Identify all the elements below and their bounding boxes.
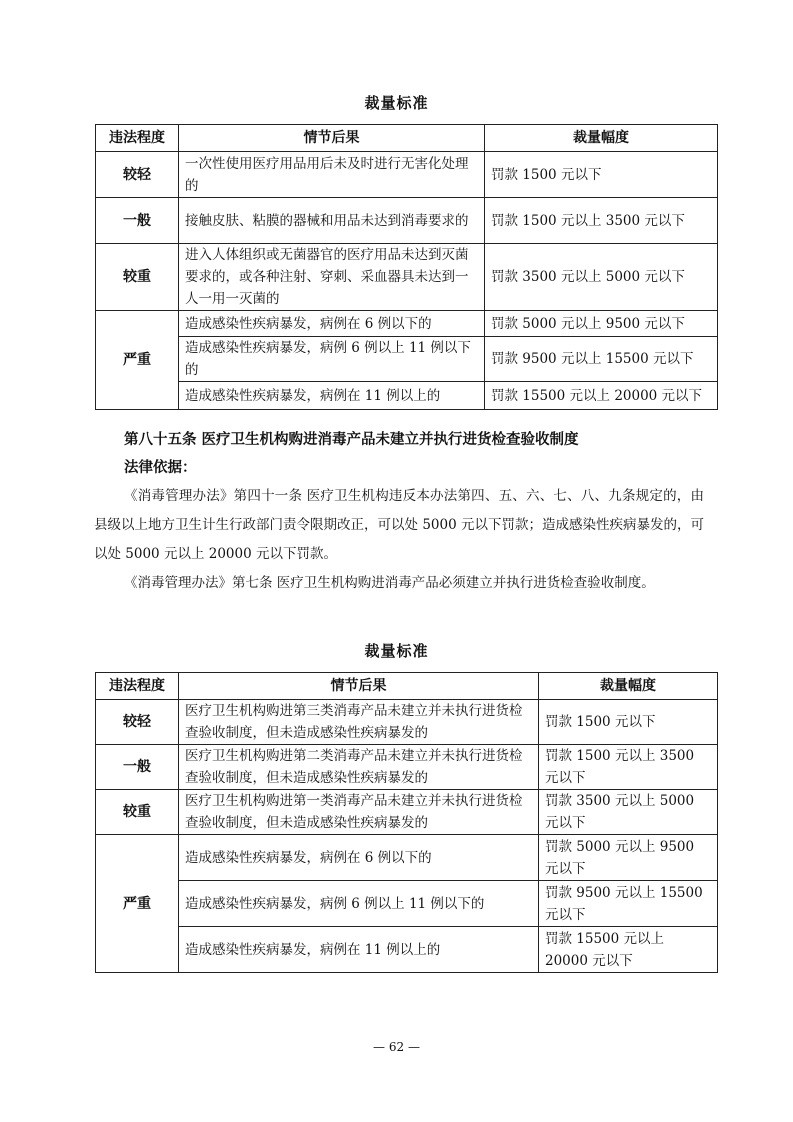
header-level: 违法程度 <box>96 673 179 700</box>
level-cell: 一般 <box>96 745 179 790</box>
table2 <box>95 672 718 973</box>
amount-cell: 罚款 1500 元以上 3500 元以下 <box>539 745 718 790</box>
amount-cell: 罚款 1500 元以下 <box>539 700 718 745</box>
level-cell: 较轻 <box>96 700 179 745</box>
consequence-cell: 造成感染性疾病暴发，病例 6 例以上 11 例以下的 <box>179 337 485 382</box>
table1-header-row <box>96 125 718 152</box>
header-level: 违法程度 <box>96 125 179 152</box>
amount-cell: 罚款 9500 元以上 15500 元以下 <box>539 881 718 927</box>
consequence-cell: 造成感染性疾病暴发，病例在 11 例以上的 <box>179 927 539 973</box>
table-row <box>96 835 718 881</box>
amount-cell: 罚款 5000 元以上 9500 元以下 <box>485 311 718 337</box>
legal-basis-paragraph-1: 《消毒管理办法》第四十一条 医疗卫生机构违反本办法第四、五、六、七、八、九条规定的，由县级以上地方卫生计生行政部门责令限期改正，可以处 5000 元以下罚款；造成感染性疾病暴发的，可以处 5000 元以上 20000 元以下罚款。 <box>94 488 704 562</box>
table-row <box>96 382 718 410</box>
consequence-cell: 医疗卫生机构购进第三类消毒产品未建立并未执行进货检查验收制度，但未造成感染性疾病暴发的 <box>179 700 539 745</box>
level-cell: 严重 <box>96 835 179 973</box>
table-row <box>96 198 718 244</box>
table-row <box>96 745 718 790</box>
consequence-cell: 造成感染性疾病暴发，病例 6 例以上 11 例以下的 <box>179 881 539 927</box>
header-amount: 裁量幅度 <box>485 125 718 152</box>
amount-cell: 罚款 15500 元以上 20000 元以下 <box>539 927 718 973</box>
level-cell: 较轻 <box>96 152 179 198</box>
table2-title: 裁量标准 <box>364 642 429 660</box>
page-number: — 62 — <box>373 1040 420 1054</box>
consequence-cell: 造成感染性疾病暴发，病例在 11 例以上的 <box>179 382 485 410</box>
level-cell: 较重 <box>96 790 179 835</box>
amount-cell: 罚款 1500 元以上 3500 元以下 <box>485 198 718 244</box>
level-cell: 一般 <box>96 198 179 244</box>
consequence-cell: 医疗卫生机构购进第一类消毒产品未建立并未执行进货检查验收制度，但未造成感染性疾病暴发的 <box>179 790 539 835</box>
table-row <box>96 700 718 745</box>
level-cell: 严重 <box>96 311 179 410</box>
amount-cell: 罚款 9500 元以上 15500 元以下 <box>485 337 718 382</box>
amount-cell: 罚款 15500 元以上 20000 元以下 <box>485 382 718 410</box>
article-title: 第八十五条 医疗卫生机构购进消毒产品未建立并执行进货检查验收制度 <box>124 432 579 448</box>
consequence-cell: 接触皮肤、粘膜的器械和用品未达到消毒要求的 <box>179 198 485 244</box>
table-row <box>96 244 718 311</box>
amount-cell: 罚款 3500 元以上 5000 元以下 <box>485 244 718 311</box>
consequence-cell: 造成感染性疾病暴发，病例在 6 例以下的 <box>179 311 485 337</box>
consequence-cell: 造成感染性疾病暴发，病例在 6 例以下的 <box>179 835 539 881</box>
table2-header-row <box>96 673 718 700</box>
consequence-cell: 医疗卫生机构购进第二类消毒产品未建立并未执行进货检查验收制度，但未造成感染性疾病暴发的 <box>179 745 539 790</box>
consequence-cell: 一次性使用医疗用品用后未及时进行无害化处理的 <box>179 152 485 198</box>
legal-basis-label: 法律依据： <box>124 460 197 476</box>
table1-title: 裁量标准 <box>364 94 429 112</box>
header-consequence: 情节后果 <box>179 125 485 152</box>
header-consequence: 情节后果 <box>179 673 539 700</box>
table-row <box>96 311 718 337</box>
table-row <box>96 337 718 382</box>
table1 <box>95 124 718 410</box>
table-row <box>96 927 718 973</box>
amount-cell: 罚款 3500 元以上 5000 元以下 <box>539 790 718 835</box>
amount-cell: 罚款 1500 元以下 <box>485 152 718 198</box>
table-row <box>96 790 718 835</box>
legal-basis-paragraph-2: 《消毒管理办法》第七条 医疗卫生机构购进消毒产品必须建立并执行进货检查验收制度。 <box>124 575 655 591</box>
amount-cell: 罚款 5000 元以上 9500 元以下 <box>539 835 718 881</box>
consequence-cell: 进入人体组织或无菌器官的医疗用品未达到灭菌要求的，或各种注射、穿刺、采血器具未达到一人一用一灭菌的 <box>179 244 485 311</box>
level-cell: 较重 <box>96 244 179 311</box>
table-row <box>96 152 718 198</box>
header-amount: 裁量幅度 <box>539 673 718 700</box>
table-row <box>96 881 718 927</box>
